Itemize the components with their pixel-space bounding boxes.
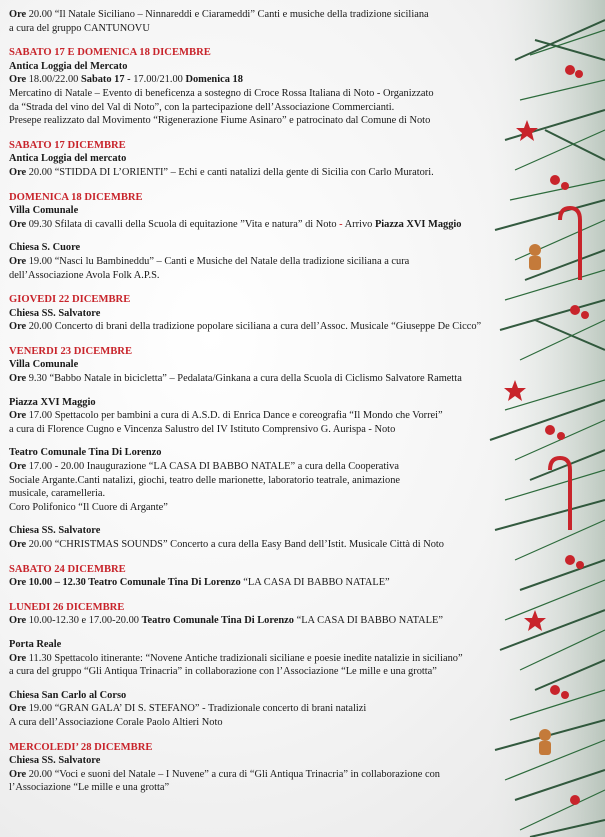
venue-name: Antica Loggia del mercato xyxy=(9,153,127,165)
date-header: VENERDI 23 DICEMBRE xyxy=(9,345,133,357)
event-line: Ore 17.00 Spettacolo per bambini a cura di A.S.D. di Enrica Dance e coreografia “Il Mondo che Vorrei” xyxy=(9,410,443,422)
event-line: Ore 19.00 “Nasci lu Bambineddu” – Canti e Musiche del Natale della tradizione siciliana a cura xyxy=(9,255,410,267)
event-desc: a cura del gruppo “Gli Antiqua Trinacria” in collaborazione con l’Associazione “Le mille e una grotta” xyxy=(9,666,437,678)
date-header: GIOVEDI 22 DICEMBRE xyxy=(9,294,131,306)
venue-name: Teatro Comunale Tina Di Lorenzo xyxy=(9,447,162,459)
event-line: Ore 20.00 Concerto di brani della tradizione popolare siciliana a cura dell’Assoc. Musicale “Giuseppe De Cicco” xyxy=(9,321,482,333)
event-desc: a cura di Florence Cugno e Vincenza Salustro del IV Istituto Comprensivo G. Aurispa - Noto xyxy=(9,423,396,435)
event-line: Ore 9.30 “Babbo Natale in bicicletta” – Pedalata/Ginkana a cura della Scuola di Ciclismo Salvatore Rametta xyxy=(9,373,462,385)
event-line: Ore 11.30 Spettacolo itinerante: “Novene Antiche tradizionali siciliane e poesie inedite natalizie in siciliano” xyxy=(9,652,463,664)
venue-name: Chiesa San Carlo al Corso xyxy=(9,689,127,701)
event-desc: Presepe realizzato dal Movimento “Rigenerazione Fiume Asinaro” e patrocinato dal Comune di Noto xyxy=(9,115,431,127)
venue-name: Chiesa SS. Salvatore xyxy=(9,307,101,319)
event-line: Ore 09.30 Sfilata di cavalli della Scuola di equitazione ”Vita e natura” di Noto - Arrivo Piazza XVI Maggio xyxy=(9,218,462,230)
event-line: Ore 10.00-12.30 e 17.00-20.00 Teatro Comunale Tina Di Lorenzo “LA CASA DI BABBO NATALE” xyxy=(9,615,443,627)
date-header: DOMENICA 18 DICEMBRE xyxy=(9,191,143,203)
event-line: Ore 20.00 “CHRISTMAS SOUNDS” Concerto a cura della Easy Band dell’Istit. Musicale Città di Noto xyxy=(9,539,444,550)
event-desc: da “Strada del vino del Val di Noto”, con la partecipazione dell’Associazione Commercianti. xyxy=(9,101,395,113)
venue-name: Villa Comunale xyxy=(9,359,79,371)
intro-line-2: a cura del gruppo CANTUNOVU xyxy=(9,22,150,34)
venue-name: Piazza XVI Maggio xyxy=(9,396,96,408)
venue-name: Chiesa S. Cuore xyxy=(9,242,81,254)
event-line: Ore 19.00 “GRAN GALA’ DI S. STEFANO” - Tradizionale concerto di brani natalizi xyxy=(9,703,367,715)
date-header: LUNEDI 26 DICEMBRE xyxy=(9,601,125,613)
date-header: MERCOLEDI’ 28 DICEMBRE xyxy=(9,741,153,753)
event-desc: Mercatino di Natale – Evento di beneficenza a sostegno di Croce Rossa Italiana di Noto - Organizzato xyxy=(9,87,434,99)
venue-name: Chiesa SS. Salvatore xyxy=(9,525,101,537)
event-line: Ore 20.00 “Voci e suoni del Natale – I Nuvene” a cura di “Gli Antiqua Trinacria” in collaborazione con xyxy=(9,768,440,780)
date-header: SABATO 17 DICEMBRE xyxy=(9,139,126,151)
venue-name: Villa Comunale xyxy=(9,205,79,217)
event-desc: Sociale Argante.Canti natalizi, giochi, teatro delle marionette, laboratorio teatrale, animazione xyxy=(9,474,401,486)
event-desc: l’Associazione “Le mille e una grotta” xyxy=(9,782,170,794)
venue-name: Antica Loggia del Mercato xyxy=(9,60,128,72)
venue-name: Porta Reale xyxy=(9,638,62,650)
date-header: SABATO 17 E DOMENICA 18 DICEMBRE xyxy=(9,47,211,59)
event-desc: A cura dell’Associazione Corale Paolo Altieri Noto xyxy=(9,716,223,728)
event-line: Ore 18.00/22.00 Sabato 17 - 17.00/21.00 Domenica 18 xyxy=(9,74,243,86)
event-desc: musicale, caramelleria. xyxy=(9,488,106,500)
event-desc: dell’Associazione Avola Folk A.P.S. xyxy=(9,269,160,281)
event-line: Ore 20.00 “STIDDA DI L’ORIENTI” – Echi e canti natalizi della gente di Sicilia con Carlo Muratori. xyxy=(9,166,434,178)
venue-name: Chiesa SS. Salvatore xyxy=(9,755,101,767)
event-desc: Coro Polifonico “Il Cuore di Argante” xyxy=(9,501,168,513)
intro-line: Ore 20.00 “Il Natale Siciliano – Ninnareddi e Ciarameddi” Canti e musiche della tradizione siciliana xyxy=(9,9,429,20)
date-header: SABATO 24 DICEMBRE xyxy=(9,563,126,575)
event-line: Ore 10.00 – 12.30 Teatro Comunale Tina Di Lorenzo “LA CASA DI BABBO NATALE” xyxy=(9,577,390,589)
event-line: Ore 17.00 - 20.00 Inaugurazione “LA CASA DI BABBO NATALE” a cura della Cooperativa xyxy=(9,461,399,473)
